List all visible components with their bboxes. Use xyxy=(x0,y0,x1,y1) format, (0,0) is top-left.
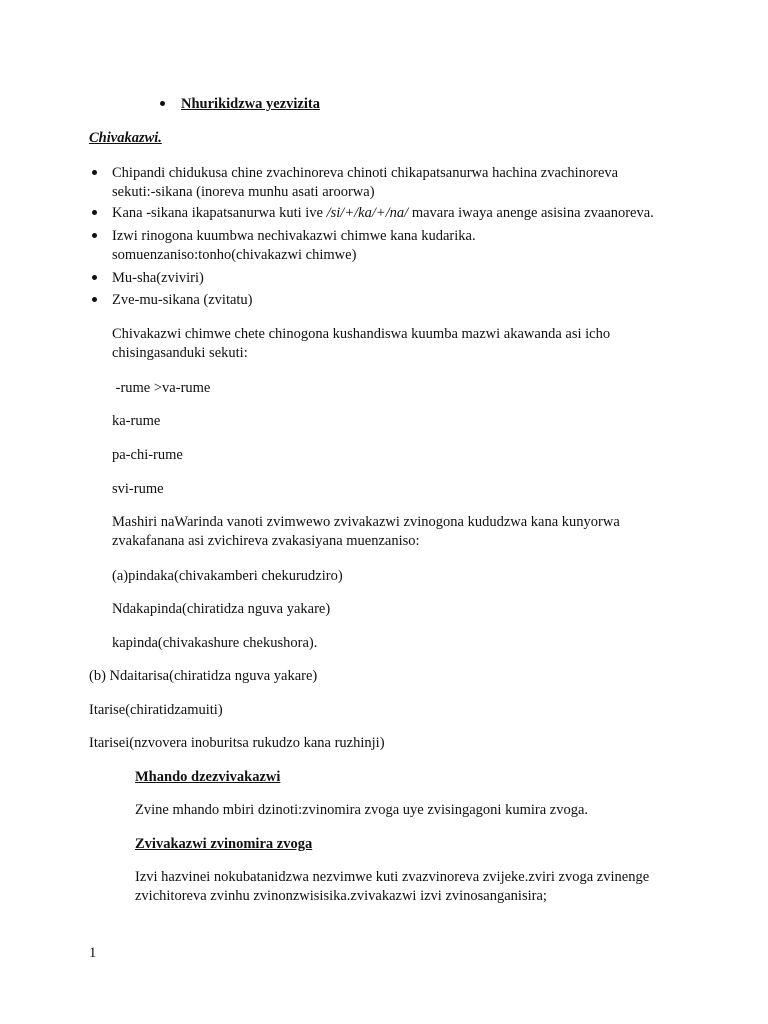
bullet-icon xyxy=(92,297,97,302)
paragraph: Izvi hazvinei nokubatanidzwa nezvimwe kuti zvazvinoreva zvijeke.zviri zvoga zvinenge zvichitoreva zvinhu zvinonzwisisika.zvivakazwi izvi zvinosanganisira; xyxy=(135,869,650,904)
list-item: Zve-mu-sikana (zvitatu) xyxy=(112,292,253,308)
mhando-heading: Mhando dzezvivakazwi xyxy=(135,769,281,785)
paragraph: Zvine mhando mbiri dzinoti:zvinomira zvoga uye zvisingagoni kumira zvoga. xyxy=(135,802,589,818)
example-line: Itarisei(nzvovera inoburitsa rukudzo kana ruzhinji) xyxy=(89,735,385,751)
section-heading: Nhurikidzwa yezvizita xyxy=(181,96,320,112)
example-line: -rume >va-rume xyxy=(112,380,211,396)
page-number: 1 xyxy=(89,945,97,961)
example-line: pa-chi-rume xyxy=(112,447,183,463)
list-item: Izwi rinogona kuumbwa nechivakazwi chimwe kana kudarika. somuenzaniso:tonho(chivakazwi chimwe) xyxy=(112,228,476,263)
example-line: (a)pindaka(chivakamberi chekurudziro) xyxy=(112,568,343,584)
list-item: Mu-sha(zviviri) xyxy=(112,270,204,286)
zvinomira-heading: Zvivakazwi zvinomira zvoga xyxy=(135,836,313,852)
bullet-icon xyxy=(92,210,97,215)
example-line: svi-rume xyxy=(112,481,164,497)
bullet-icon xyxy=(92,233,97,238)
list-item: Kana -sikana ikapatsanurwa kuti ive /si/+/ka/+/na/ mavara iwaya anenge asisina zvaanoreva. xyxy=(112,205,654,221)
example-line: Ndakapinda(chiratidza nguva yakare) xyxy=(112,601,331,617)
example-line: kapinda(chivakashure chekushora). xyxy=(112,635,318,651)
example-line: ka-rume xyxy=(112,413,161,429)
paragraph: Mashiri naWarinda vanoti zvimwewo zvivakazwi zvinogona kududzwa kana kunyorwa zvakafanana asi zvichireva zvakasiyana muenzaniso: xyxy=(112,514,620,549)
paragraph: Chivakazwi chimwe chete chinogona kushandiswa kuumba mazwi akawanda asi icho chisingasanduki sekuti: xyxy=(112,326,611,361)
bullet-icon xyxy=(160,101,165,106)
example-line: Itarise(chiratidzamuiti) xyxy=(89,702,223,718)
bullet-icon xyxy=(92,170,97,175)
example-line: (b) Ndaitarisa(chiratidza nguva yakare) xyxy=(89,668,318,684)
list-item: Chipandi chidukusa chine zvachinoreva chinoti chikapatsanurwa hachina zvachinoreva sekuti:-sikana (inoreva munhu asati aroorwa) xyxy=(112,165,619,200)
subheading: Chivakazwi. xyxy=(89,130,162,146)
bullet-icon xyxy=(92,275,97,280)
